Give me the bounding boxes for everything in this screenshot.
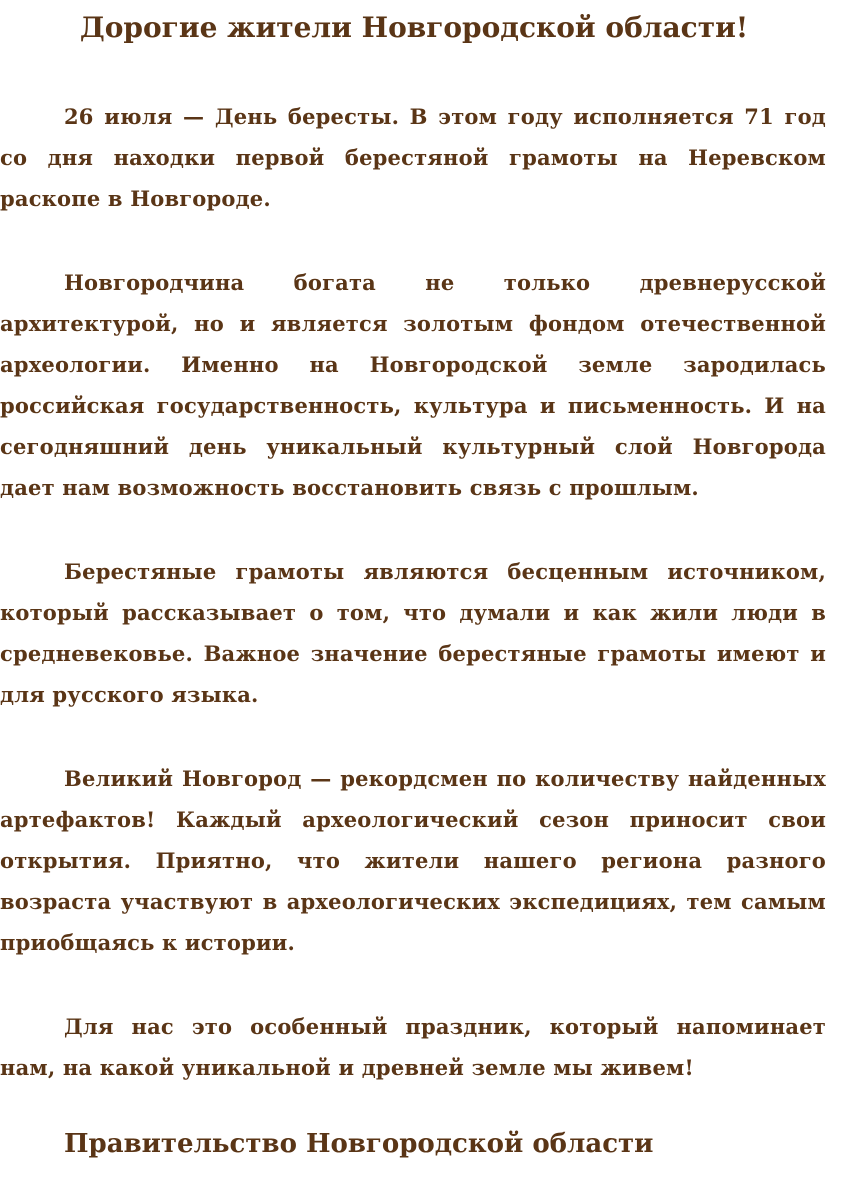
letter-body (0, 96, 826, 1131)
paragraph-birch-bark-day: 26 июля — День бересты. В этом году исполняется 71 год со дня находки первой берестяной грамоты на Неревском раскопе в Новгороде. (0, 104, 826, 211)
paragraph-special-holiday: Для нас это особенный праздник, который напоминает нам, на какой уникальной и древней земле мы живем! (0, 1014, 826, 1080)
paragraph-novgorod-archaeology: Новгородчина богата не только древнерусской архитектурой, но и является золотым фондом отечественной археологии. Именно на Новгородской земле зародилась российская государственность, культура и письменность. И на сегодняшний день уникальный культурный слой Новгорода дает нам возможность восстановить связь с прошлым. (0, 270, 826, 500)
letter-signature: Правительство Новгородской области (64, 1129, 654, 1159)
paragraph-birch-bark-letters: Берестяные грамоты являются бесценным источником, который рассказывает о том, что думали и как жили люди в средневековье. Важное значение берестяные грамоты имеют и для русского языка. (0, 559, 826, 707)
letter-title: Дорогие жители Новгородской области! (79, 11, 749, 44)
paragraph-record-holder: Великий Новгород — рекордсмен по количеству найденных артефактов! Каждый археологический сезон приносит свои открытия. Приятно, что жители нашего региона разного возраста участвуют в археологических экспедициях, тем самым приобщаясь к истории. (0, 766, 826, 955)
